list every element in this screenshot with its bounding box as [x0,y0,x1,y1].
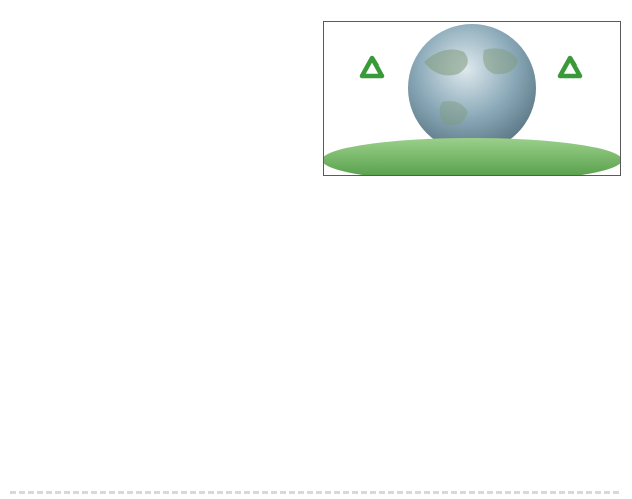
globe-icon [408,24,536,152]
recycling-graphic [324,22,620,175]
bottom-divider [10,491,622,494]
recycling-illustration [323,21,621,176]
